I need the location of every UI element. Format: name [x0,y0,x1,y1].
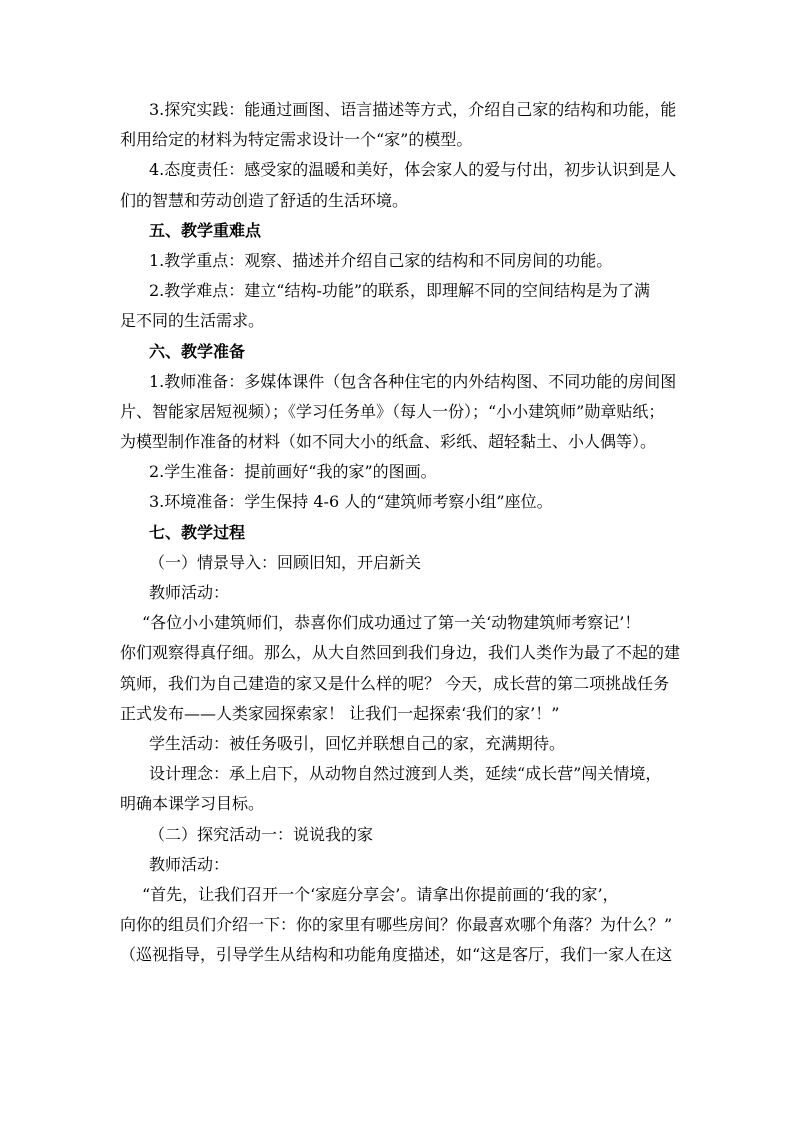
paragraph-line: 教师活动： [149,583,230,602]
paragraph-line: 3.探究实践：能通过画图、语言描述等方式，介绍自己家的结构和功能，能 [149,100,677,119]
paragraph-line: 片、智能家居短视频）；《学习任务单》（每人一份）；“小小建筑师”勋章贴纸； [120,401,665,421]
paragraph-line: 1.教师准备：多媒体课件（包含各种住宅的内外结构图、不同功能的房间图 [149,371,677,391]
paragraph-line: 3.环境准备：学生保持 4-6 人的“建筑师考察小组”座位。 [149,492,553,512]
paragraph-line: 们的智慧和劳动创造了舒适的生活环境。 [120,190,409,210]
subsection-heading: （二）探究活动一：说说我的家 [149,824,374,844]
section-heading: 六、教学准备 [149,341,246,361]
paragraph-line: 学生活动：被任务吸引，回忆并联想自己的家，充满期待。 [149,733,566,753]
paragraph-line: 为模型制作准备的材料（如不同大小的纸盒、彩纸、超轻黏土、小人偶等）。 [120,432,657,452]
paragraph-line: 利用给定的材料为特定需求设计一个“家”的模型。 [120,130,473,150]
paragraph-line: 设计理念：承上启下，从动物自然过渡到人类，延续“成长营”闯关情境， [149,764,662,784]
paragraph-line: 1.教学重点：观察、描述并介绍自己家的结构和不同房间的功能。 [149,250,613,270]
paragraph-line: 足不同的生活需求。 [120,311,265,331]
paragraph-line: （巡视指导，引导学生从结构和功能角度描述，如“这是客厅，我们一家人在这 [120,945,673,965]
section-heading: 五、教学重难点 [149,220,262,240]
paragraph-line: 正式发布——人类家园探索家！ 让我们一起探索‘我们的家’！” [120,703,560,723]
paragraph-line: “首先，让我们召开一个‘家庭分享会’。请拿出你提前画的‘我的家’， [142,884,619,904]
paragraph-line: 向你的组员们介绍一下：你的家里有哪些房间？你最喜欢哪个角落？为什么？” [120,915,673,935]
subsection-heading: （一）情景导入：回顾旧知，开启新关 [149,552,422,572]
paragraph-line: 2.教学难点：建立“结构-功能”的联系，即理解不同的空间结构是为了满 [149,281,651,301]
section-heading: 七、教学过程 [149,522,246,542]
paragraph-line: 你们观察得真仔细。那么，从大自然回到我们身边，我们人类作为最了不起的建 [120,643,680,663]
paragraph-line: 教师活动： [149,854,230,874]
paragraph-line: 筑师，我们为自己建造的家又是什么样的呢？ 今天，成长营的第二项挑战任务 [120,673,670,693]
paragraph-line: 4.态度责任：感受家的温暖和美好，体会家人的爱与付出，初步认识到是人 [149,160,677,180]
document-body [120,95,680,970]
paragraph-line: “各位小小建筑师们，恭喜你们成功通过了第一关‘动物建筑师考察记’！ [142,613,641,633]
paragraph-line: 明确本课学习目标。 [120,794,265,814]
paragraph-line: 2.学生准备：提前画好“我的家”的图画。 [149,462,437,482]
